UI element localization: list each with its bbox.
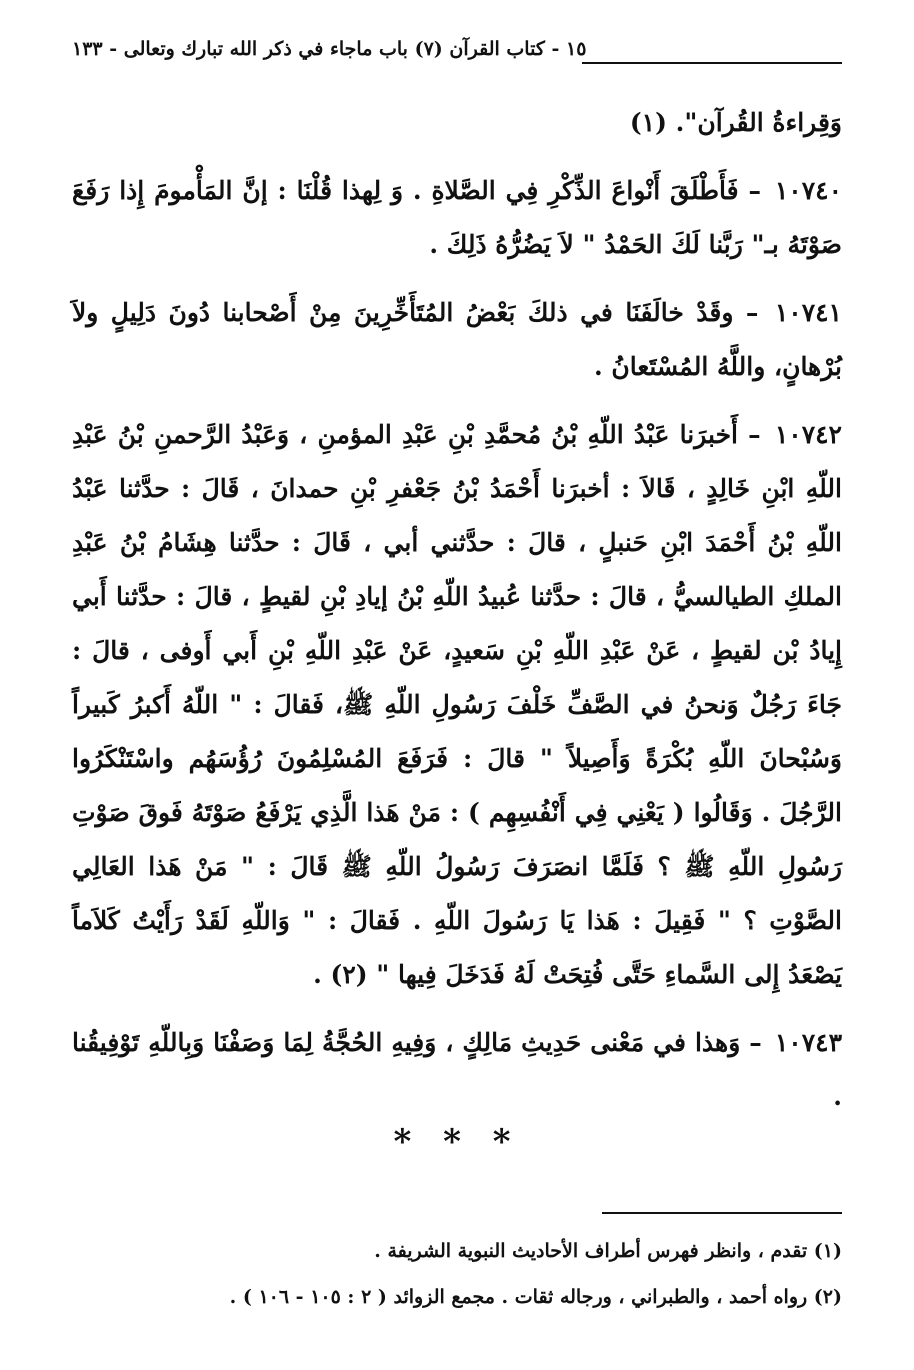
header-title: ١٥ - كتاب القرآن (٧) باب ماجاء في ذكر الله تبارك وتعالى - ١٣٣ [72,38,587,60]
header-rule [582,62,842,64]
paragraph-number: ١٠٧٤٠ [774,176,842,205]
paragraph-10743 [72,1016,842,1124]
paragraph-text: – أَخبرَنا عَبْدُ اللّهِ بْنُ مُحمَّدِ بْنِ عَبْدِ المؤمنِ ، وَعَبْدُ الرَّحمنِ بْنُ عَبْدِ اللّهِ ابْنِ خَالِدٍ ، قَالاَ : أخبرَنا أَحْمَدُ بْنُ جَعْفرِ بْنِ حمدانَ ، قَالَ : حدَّثنا عَبْدُ اللّهِ بْنُ أَحْمَدَ ابْنِ حَنبلٍ ، قالَ : حدَّثني أبي ، قَالَ : حدَّثنا هِشَامُ بْنُ عَبْدِ الملكِ الطيالسيُّ ، قالَ : حدَّثنا عُبيدُ اللّهِ بْنُ إيادِ بْنِ لقيطٍ ، قالَ : حدَّثنا أَبي إِيادُ بْن لقيطٍ ، عَنْ عَبْدِ اللّهِ بْنِ سَعيدٍ، عَنْ عَبْدِ اللّهِ بْنِ أَبي أَوفى ، قالَ : جَاءَ رَجُلٌ وَنحنُ في الصَّفِّ خَلْفَ رَسُولِ اللّهِ ﷺ، فَقالَ : " اللّهُ أَكبرُ كَبيراً وَسُبْحانَ اللّهِ بُكْرَةً وَأَصِيلاً " قالَ : فَرَفَعَ المُسْلِمُونَ رُؤُسَهُم واسْتَنْكَرُوا الرَّجُلَ . وَقَالُوا ( يَعْنِي فِي أَنْفُسِهِم ) : مَنْ هَذا الَّذِي يَرْفَعُ صَوْتَهُ فَوقَ صَوْتِ رَسُولِ اللّهِ ﷺ ؟ فَلَمَّا انصَرَفَ رَسُولُ اللّهِ ﷺ قَالَ : " مَنْ هَذا العَالِي الصَّوْتِ ؟ " فَقِيلَ : هَذا يَا رَسُولَ اللّهِ . فَقالَ : " وَاللّهِ لَقَدْ رَأَيْتُ كَلاَماً يَصْعَدُ إِلى السَّماءِ حَتَّى فُتِحَتْ لَهُ فَدَخَلَ فِيها " (٢) . [72,420,842,989]
running-header [72,38,842,70]
paragraph-text: – وقَدْ خالَفَنَا في ذلكَ بَعْضُ المُتَأَخِّرِينَ مِنْ أَصْحابنا دُونَ دَلِيلٍ ولاَ بُرْهانٍ، واللَّهُ المُسْتَعانُ . [72,298,842,381]
paragraph-intro [72,96,842,150]
main-text [72,96,842,1138]
paragraph-10741 [72,286,842,394]
paragraph-text: وَقِراءةُ القُرآن". (١) [629,108,842,137]
paragraph-text: – وَهذا في مَعْنى حَدِيثِ مَالِكٍ ، وَفِيهِ الحُجَّةُ لِمَا وَصَفْنَا وَبِاللّهِ تَوْفِيقُنا . [72,1028,842,1111]
section-separator: * * * [393,1122,521,1162]
footnote-1: (١) تقدم ، وانظر فهرس أطراف الأحاديث النبوية الشريفة . [374,1240,842,1262]
footnote-rule [602,1212,842,1214]
paragraph-10742 [72,408,842,1002]
paragraph-number: ١٠٧٤١ [774,298,842,327]
paragraph-10740 [72,164,842,272]
footnote-2: (٢) رواه أحمد ، والطبراني ، ورجاله ثقات . مجمع الزوائد ( ٢ : ١٠٥ - ١٠٦ ) . [229,1286,842,1308]
footnotes [72,1228,842,1320]
paragraph-number: ١٠٧٤٢ [774,420,842,449]
paragraph-text: – فَأَطْلَقَ أَنْواعَ الذِّكْرِ فِي الصَّلاةِ . وَ لِهذا قُلْنَا : إنَّ المَأْمومَ إِذا رَفَعَ صَوْتَهُ بـ" رَبَّنا لَكَ الحَمْدُ " لاَ يَضُرُّهُ ذَلِكَ . [72,176,842,259]
paragraph-number: ١٠٧٤٣ [774,1028,842,1057]
